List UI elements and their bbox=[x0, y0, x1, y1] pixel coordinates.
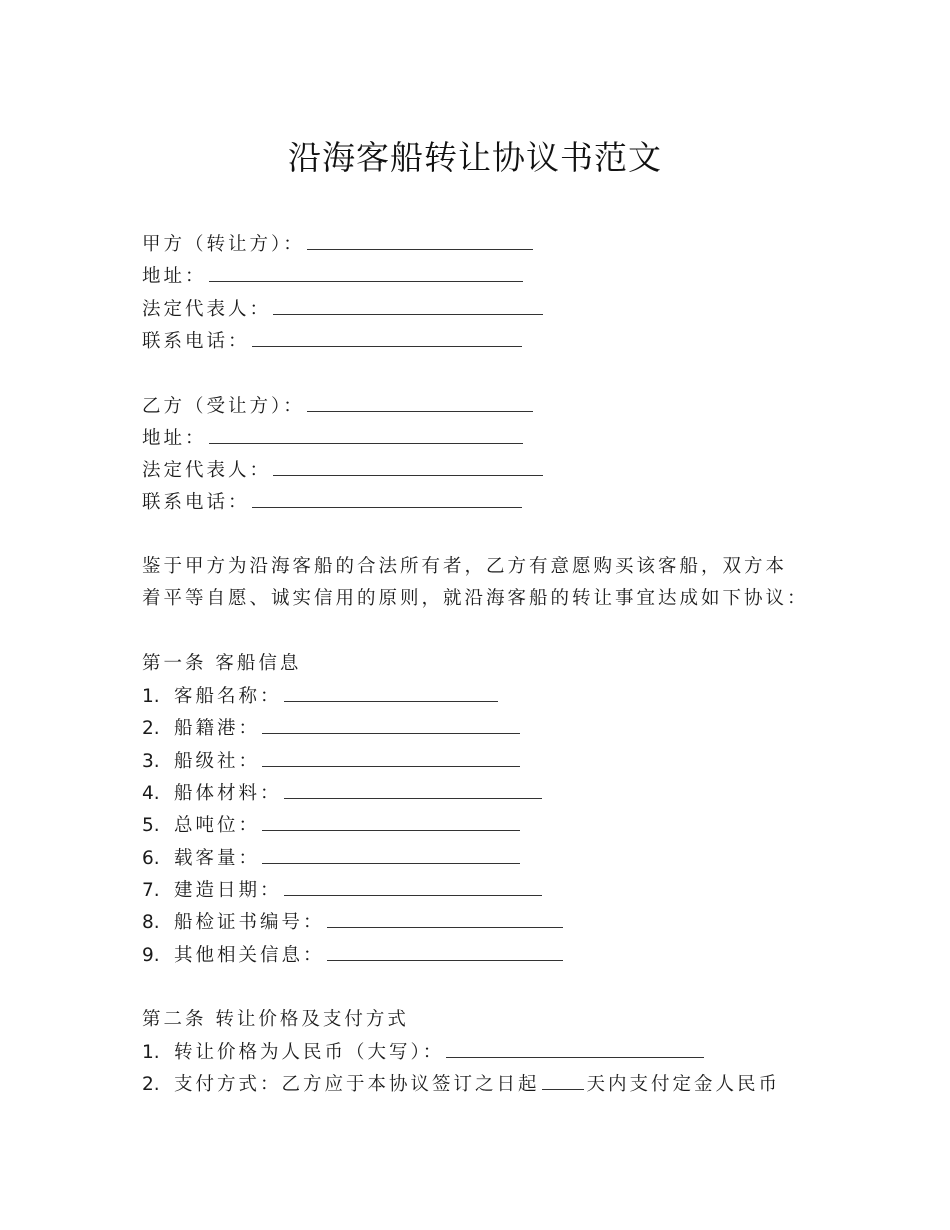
party-a-phone-blank[interactable] bbox=[252, 326, 522, 347]
party-b-address-line bbox=[142, 423, 523, 453]
item-number: 7. bbox=[142, 880, 160, 901]
party-b-line bbox=[142, 391, 533, 421]
port-of-registry-blank[interactable] bbox=[262, 713, 520, 734]
item-label: 总吨位： bbox=[174, 815, 261, 836]
item-number: 5. bbox=[142, 815, 160, 836]
item-number: 6. bbox=[142, 848, 160, 869]
item-label: 客船名称： bbox=[174, 686, 282, 707]
item-label: 载客量： bbox=[174, 848, 261, 869]
item-label: 建造日期： bbox=[174, 880, 282, 901]
days-blank[interactable] bbox=[542, 1069, 584, 1090]
party-b-rep-line bbox=[142, 455, 543, 485]
gross-tonnage-blank[interactable] bbox=[262, 810, 520, 831]
party-a-blank[interactable] bbox=[307, 229, 533, 250]
classification-society-blank[interactable] bbox=[262, 746, 520, 767]
party-b-phone-line bbox=[142, 487, 522, 517]
party-b-label: 乙方（受让方）： bbox=[142, 396, 305, 417]
other-info-blank[interactable] bbox=[327, 940, 563, 961]
item-number: 1. bbox=[142, 1042, 160, 1063]
party-b-rep-blank[interactable] bbox=[273, 455, 543, 476]
item-number: 9. bbox=[142, 945, 160, 966]
article-1-heading: 第一条 客船信息 bbox=[142, 653, 302, 674]
article-1-item bbox=[142, 907, 563, 937]
party-a-phone-line bbox=[142, 326, 522, 356]
preamble-line-2: 着平等自愿、诚实信用的原则，就沿海客船的转让事宜达成如下协议： bbox=[142, 588, 809, 609]
article-1-item bbox=[142, 778, 542, 808]
item-number: 8. bbox=[142, 912, 160, 933]
item-number: 4. bbox=[142, 783, 160, 804]
party-a-rep-blank[interactable] bbox=[273, 294, 543, 315]
article-1-item bbox=[142, 940, 563, 970]
article-1-item bbox=[142, 681, 498, 711]
article-1-item bbox=[142, 810, 520, 840]
party-b-address-blank[interactable] bbox=[209, 423, 523, 444]
inspection-certificate-blank[interactable] bbox=[327, 907, 563, 928]
party-a-rep-line bbox=[142, 294, 543, 324]
article-1-item bbox=[142, 875, 542, 905]
article-1-item bbox=[142, 746, 520, 776]
party-a-label: 甲方（转让方）： bbox=[142, 234, 305, 255]
party-b-phone-blank[interactable] bbox=[252, 487, 522, 508]
party-b-phone-label: 联系电话： bbox=[142, 492, 250, 513]
item-number: 3. bbox=[142, 751, 160, 772]
party-a-address-label: 地址： bbox=[142, 266, 207, 287]
ship-name-blank[interactable] bbox=[284, 681, 498, 702]
build-date-blank[interactable] bbox=[284, 875, 542, 896]
party-a-line bbox=[142, 229, 533, 259]
payment-prefix: 支付方式：乙方应于本协议签订之日起 bbox=[174, 1074, 540, 1095]
document-title: 沿海客船转让协议书范文 bbox=[288, 138, 662, 177]
item-number: 1. bbox=[142, 686, 160, 707]
party-a-phone-label: 联系电话： bbox=[142, 331, 250, 352]
party-b-blank[interactable] bbox=[307, 391, 533, 412]
hull-material-blank[interactable] bbox=[284, 778, 542, 799]
item-label: 船检证书编号： bbox=[174, 912, 325, 933]
party-a-rep-label: 法定代表人： bbox=[142, 299, 272, 320]
item-number: 2. bbox=[142, 718, 160, 739]
item-label: 船级社： bbox=[174, 751, 261, 772]
item-number: 2. bbox=[142, 1074, 160, 1095]
article-1-item bbox=[142, 843, 520, 873]
passenger-capacity-blank[interactable] bbox=[262, 843, 520, 864]
item-label: 转让价格为人民币（大写）： bbox=[174, 1042, 445, 1063]
party-a-address-line bbox=[142, 261, 523, 291]
item-label: 船体材料： bbox=[174, 783, 282, 804]
transfer-price-blank[interactable] bbox=[446, 1037, 704, 1058]
item-label: 其他相关信息： bbox=[174, 945, 325, 966]
party-b-rep-label: 法定代表人： bbox=[142, 460, 272, 481]
preamble-line-1: 鉴于甲方为沿海客船的合法所有者，乙方有意愿购买该客船，双方本 bbox=[142, 556, 788, 577]
party-a-address-blank[interactable] bbox=[209, 261, 523, 282]
article-2-heading: 第二条 转让价格及支付方式 bbox=[142, 1009, 409, 1030]
payment-suffix: 天内支付定金人民币 bbox=[586, 1074, 781, 1095]
article-2-item bbox=[142, 1069, 780, 1099]
article-1-item bbox=[142, 713, 520, 743]
party-b-address-label: 地址： bbox=[142, 428, 207, 449]
article-2-item bbox=[142, 1037, 704, 1067]
item-label: 船籍港： bbox=[174, 718, 261, 739]
